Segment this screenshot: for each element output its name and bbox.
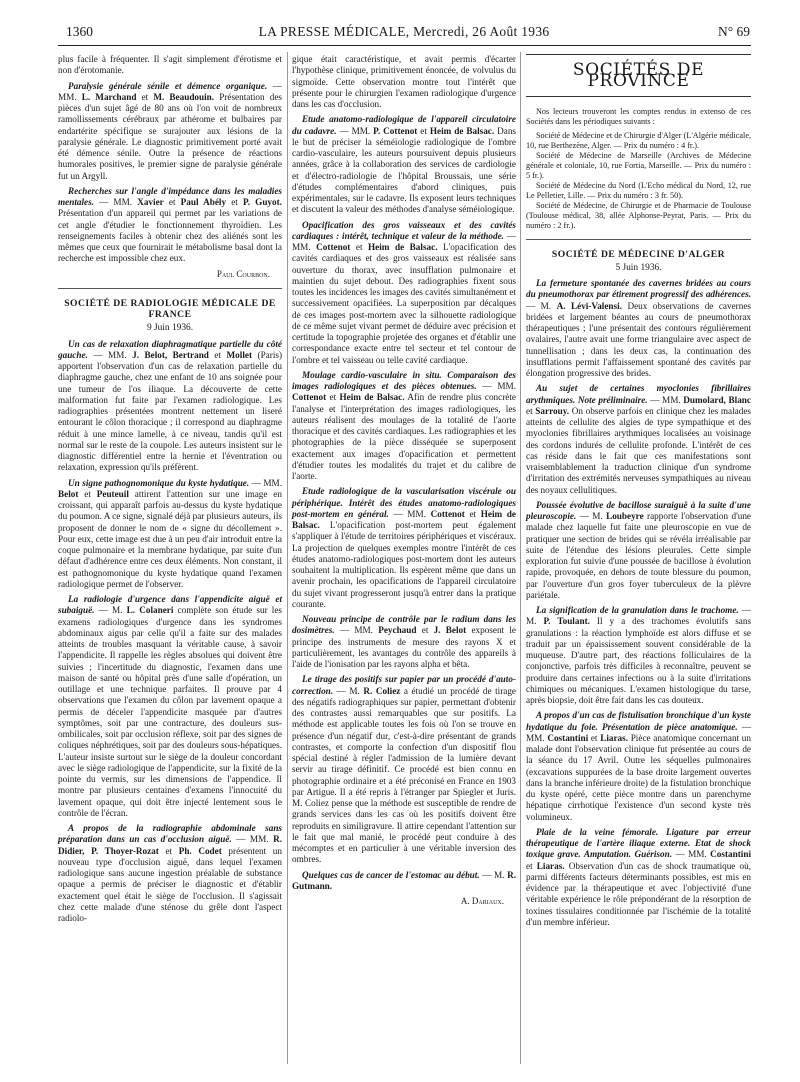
section-rule (526, 239, 751, 240)
abstract-authors: P. Cottenot (373, 125, 418, 136)
abstract: Poussée évolutive de bacillose suraiguë à la suite d'une pleuroscopie. — M. Loubeyre rapporte l'observation d'une malade chez laquelle fut faite une pleuroscopie en vue de pratiquer une section de brides qui se révéla irréalisable par suite de l'étendue des lésions pleurales. Cette simple exploration fut suivie d'une poussée de bacillose à évolution rapide, provoquée, en dehors de toute blessure du poumon, par l'ouverture d'un gros foyer tuberculeux de la plèvre pariétale. (526, 499, 751, 600)
abstract-text: complète son étude sur les examens radiologiques d'urgence dans les syndromes abdominaux aigus par celle qu'il a faite sur des malades atteints de troubles masquant la véritable cause, à savoir l'appendicite. Il rappelle les règles absolues qui doivent être suivies ; l'incertitude du diagnostic, l'examen dans une maison de santé ou hôpital près d'une salle d'opération, un outillage et une technique parfaites. Il prouve par 4 observations que l'examen du côlon par lavement opaque a permis de déceler l'appendicite masquée par d'autres symptômes, soit par une contracture, des douleurs sus-ombilicales, soit par occlusion réflexe, soit par des signes de coliques néphrétiques, soit par des douleurs sous-hépatiques. L'auteur insiste surtout sur le siège de la douleur concordant avec le siège radiologique de l'appendicite, sur la fixité de la pointe du vermis, sur les dimensions de l'appendice. Il montre par plusieurs centaines d'examens l'innocuité du lavement opaque, qui doit être injecté lentement sous le contrôle de l'écran. (58, 605, 282, 818)
abstract: Plaie de la veine fémorale. Ligature par erreur thérapeutique de l'artère iliaque externe. Etat de shock toxique grave. Amputation. Guérison. — MM. Costantini et Liaras. Observation d'un cas de shock traumatique où, parmi différents facteurs déterminants possibles, est mis en évidence par la thérapeutique et avec l'objectivité d'une véritable expérience le rôle prépondérant de la résorption de toxines tissulaires conditionnée par l'ischémie de la totalité d'un membre inférieur. (526, 826, 751, 927)
abstract-authors: L. Marchand (81, 91, 137, 102)
abstract-text: Il y a des trachomes évolutifs sans granulations : la réaction lymphoïde est alors diffuse et se traduit par un épaississement souvent considérable de la muqueuse. D'autre part, des réactions folliculaires de la conjonctive, parfois très difficiles à reconnaître, peuvent se produire dans certaines infections ou à la suite d'irritations chimiques ou mécaniques. L'examen histologique du tarse, après biopsie, doit être fait dans les cas douteux. (526, 616, 752, 705)
abstract-authors: R. Didier, P. Thoyer-Rozat (58, 834, 282, 856)
abstract-title: Moulage cardio-vasculaire in situ. Comparaison des images radiologiques et des pièces obtenues. (292, 369, 516, 391)
abstract-authors: Cottenot (292, 392, 327, 403)
abstract-text: Observation d'un cas de shock traumatique où, parmi différents facteurs déterminants possibles, est mis en évidence par la thérapeutique et avec l'objectivité d'une véritable expérience le rôle prépondérant de la résorption de toxines tissulaires conditionnée par l'ischémie de la totalité d'un membre inférieur. (526, 860, 751, 927)
signature: A. Dariaux. (460, 896, 504, 906)
abstract: Paralysie générale sénile et démence organique. — MM. L. Marchand et M. Beaudouin. Présentation des pièces d'un sujet âgé de 80 ans où l'on voit de nombreux ramollissements cérébraux par athérome et bulbaires par endartérite spécifique se surajouter aux lésions de la paralysie générale. Le diagnostic primitivement porté avait été démence sénile. Outre la présence de réactions humorales positives, le premier signe de paralysie générale fut un Argyll. (58, 80, 282, 181)
abstract-title: Paralysie générale sénile et démence organique. (68, 80, 268, 91)
abstract-title: Nouveau principe de contrôle par le radium dans les dosimètres. (292, 614, 516, 636)
section-date: 9 Juin 1936. (146, 323, 194, 334)
issue-number: N° 69 (717, 24, 750, 39)
abstract: A propos de la radiographie abdominale sans préparation dans un cas d'occlusion aiguë. — MM. R. Didier, P. Thoyer-Rozat et Ph. Codet présentent un nouveau type d'occlusion aiguë, dans lequel l'examen radiologique sans aucune ingestion préalable de substance opaque a permis de préciser le diagnostic et d'établir exactement quel était le siège de l'occlusion. Il s'agissait chez cette malade d'une sténose du grêle dont l'aspect radiolo- (58, 823, 282, 923)
abstract: Un signe pathognomonique du kyste hydatique. — MM. Belot et Peuteuil attirent l'attention sur une image en croissant, qui apparaît parfois au-dessus du kyste hydatique du poumon. A ce signe, signalé déjà par plusieurs auteurs, ils proposent de donner le nom de « signe du décollement ». Pour eux, cette image est due à un peu d'air introduit entre la coque pulmonaire et la membrane hydatique, par suite d'un défaut d'adhérence entre ces deux éléments. Non constant, il est pathognomonique du kyste hydatique quand l'examen radiologique permet de l'observer. (58, 477, 282, 589)
abstract-title: Plaie de la veine fémorale. Ligature par erreur thérapeutique de l'artère iliaque externe. Etat de shock toxique grave. Amputation. Guérison. (526, 826, 751, 860)
abstract-authors: Peychaud (378, 625, 417, 636)
abstract: Etude anatomo-radiologique de l'appareil circulatoire du cadavre. — MM. P. Cottenot et Heim de Balsac. Dans le but de préciser la séméiologie radiologique de l'ombre cardio-vasculaire, les auteurs poursuivent depuis plusieurs années, grâce à la collaboration des services de cardiologie et d'électro-radiologie de l'hôpital Broussais, une série d'études complémentaires d'abord cliniques, puis expérimentales, sur le cadavre. Ils exposent leurs techniques et discutent la valeur des méthodes d'analyse séméiologique. (292, 114, 516, 215)
abstract-authors: Cottenot (316, 242, 351, 252)
abstract-title: Etude anatomo-radiologique de l'appareil circulatoire du cadavre. (292, 114, 516, 136)
abstract: Au sujet de certaines myoclonies fibrillaires arythmiques. Note préliminaire. — MM. Dumolard, Blanc et Sarrouy. On observe parfois en clinique chez les malades atteints de cellulite des algies de type sympathique et des myoclonies fibrillaires arythmiques localisées au voisinage des cordons indurés de cellulite profonde. L'intérêt de ces cas réside dans le fait que ces manifestations sont vraisemblablement la traduction clinique d'un syndrome d'irritation des extrémités nerveuses sympathiques au niveau des noyaux cellulitiques. (526, 383, 752, 495)
journal-title: LA PRESSE MÉDICALE, Mercredi, 26 Août 1936 (258, 24, 550, 39)
abstract: Moulage cardio-vasculaire in situ. Comparaison des images radiologiques et des pièces obtenues. — MM. Cottenot et Heim de Balsac. Afin de rendre plus concrète l'analyse et l'interprétation des images radiologiques, les auteurs réalisent des moulages de la totalité de l'aorte thoracique et des cavités cardiaques. Les radiographies et les photographies de la pièce disséquée se superposent exactement aux images d'opacification et permettent d'étudier toutes les modalités du trajet et du calibre de l'aorte. (292, 369, 516, 481)
abstract-text: présentent un nouveau type d'occlusion aiguë, dans lequel l'examen radiologique sans aucune ingestion préalable de substance opaque a permis de préciser le diagnostic et d'établir exactement quel était le siège de l'occlusion. Il s'agissait chez cette malade d'une sténose du grêle dont l'aspect radiolo- (58, 845, 282, 923)
section-rule (58, 288, 282, 289)
abstract: La fermeture spontanée des cavernes bridées au cours du pneumothorax par étirement progressif des adhérences. — M. A. Lévi-Valensi. Deux observations de cavernes bridées et largement béantes au cours de pneumothorax thérapeutiques ; l'une présentait des contours régulièrement ovalaires, l'autre avait une forme triangulaire avec aspect de tunnellisation ; dans les deux cas, la continuation des insufflations permit l'affaissement spontané des cavités par élongation progressive des brides. (526, 278, 751, 378)
abstract-text: Deux observations de cavernes bridées et largement béantes au cours de pneumothorax thérapeutiques ; l'une présentait des contours régulièrement ovalaires, l'autre avait une forme triangulaire avec aspect de tunnellisation ; dans les deux cas, la continuation des insufflations permit l'affaissement spontané des cavités par élongation progressive des brides. (526, 300, 751, 378)
signature: Paul Courbon. (216, 268, 270, 279)
abstract-text: exposent le principe des instruments de mesure des rayons X et particulièrement, les avantages du contrôle des appareils à l'aide de l'ionisation par les rayons alpha et bêta. (292, 625, 516, 669)
abstract-title: Opacification des gros vaisseaux et des cavités cardiaques : intérêt, technique et valeur de la méthode. (292, 219, 516, 241)
abstract-text: rapporte l'observation d'une malade chez laquelle fut faite une pleuroscopie en vue de pratiquer une section de brides qui se révéla irréalisable par suite de l'étendue des lésions pleurales. Cette simple exploration fut suivie d'une poussée de bacillose à évolution rapide, provoquée, en dehors de toute blessure du poumon, par l'ouverture d'un gros foyer tuberculeux de la plèvre pariétale. (526, 511, 751, 600)
abstract-text: Présentation d'un appareil qui permet par les variations de cet angle d'étudier le fonctionnement thyroïdien. Les renseignements faciles à obtenir chez des aliénés sont les mêmes que ceux que fournirait le métabolisme basal dont la recherche est impossible chez eux. (58, 208, 282, 264)
abstract-authors: J. Belot, Bertrand (132, 349, 209, 360)
column-divider (287, 52, 288, 1064)
abstract-text: (Paris) apportent l'observation d'un cas de relaxation partielle du diaphragme gauche, chez une enfant de 10 ans soignée pour une tumeur de l'os iliaque. La découverte de cette malformation fut faite par l'examen radiologique. Les radiographies présentées montrent nettement un liseré entourant le côlon thoracique ; il correspond au diaphragme réduit à une mince lamelle, à ce niveau, tandis qu'il est normal sur le reste de la coupole. Les auteurs insistent sur le diagnostic différentiel entre la hernie et l'éventration ou relaxation, expression qu'ils préfèrent. (58, 349, 283, 473)
header-rule (58, 45, 751, 46)
abstract-title: La fermeture spontanée des cavernes bridées au cours du pneumothorax par étirement progressif des adhérences. (526, 278, 751, 300)
section-main-title: SOCIÉTÉS DE PROVINCE (572, 60, 705, 92)
abstract-title: La radiologie d'urgence dans l'appendicite aiguë et subaiguë. (58, 594, 282, 616)
abstract: La signification de la granulation dans le trachome. — M. P. Toulant. Il y a des trachomes évolutifs sans granulations : la réaction lymphoïde est alors diffuse et se traduit par un épaississement souvent considérable de la muqueuse. D'autre part, des réactions folliculaires de la conjonctive, parfois très difficiles à reconnaître, peuvent se produire dans certaines infections ou à la suite d'irritations chimiques ou mécaniques. L'examen histologique du tarse, après biopsie, doit être fait dans les cas douteux. (526, 605, 752, 705)
abstract-authors: Costantini (710, 849, 751, 860)
abstract-title: Un signe pathognomonique du kyste hydatique. (68, 477, 250, 488)
abstract-authors: A. Lévi-Valensi. (556, 300, 622, 311)
society-reference: Société de Médecine et de Chirurgie d'Alger (L'Algérie médicale, 10, rue Berthezène, Alger. — Prix du numéro : 4 fr.). (526, 130, 751, 150)
column-1 (58, 54, 282, 924)
abstract-authors: Costantini (547, 732, 589, 743)
abstract: Un cas de relaxation diaphragmatique partielle du côté gauche. — MM. J. Belot, Bertrand et Mollet (Paris) apportent l'observation d'un cas de relaxation partielle du diaphragme gauche, chez une enfant de 10 ans soignée pour une tumeur de l'os iliaque. La découverte de cette malformation fut faite par l'examen radiologique. Les radiographies présentées montrent nettement un liseré entourant le côlon thoracique ; il correspond au diaphragme réduit à une mince lamelle, à ce niveau, tandis qu'il est normal sur le reste de la coupole. Les auteurs insistent sur le diagnostic différentiel entre la hernie et l'éventration ou relaxation, expression qu'ils préfèrent. (58, 338, 283, 473)
abstract-text: Dans le but de préciser la séméiologie radiologique de l'ombre cardio-vasculaire, les auteurs poursuivent depuis plusieurs années, grâce à la collaboration des services de cardiologie et d'électro-radiologie de l'hôpital Broussais, une série d'études complémentaires d'abord cliniques, puis expérimentales, sur le cadavre. Ils exposent leurs techniques et discutent la valeur des méthodes d'analyse séméiologique. (292, 125, 516, 215)
abstract: Etude radiologique de la vascularisation viscérale ou périphérique. Intérêt des études anatomo-radiologiques post-mortem en général. — MM. Cottenot et Heim de Balsac. L'opacification post-mortem peut également s'appliquer à l'étude de territoires périphériques et viscéraux. La projection de quelques exemples montre l'intérêt de ces études anatomo-radiologiques post-mortem dont les auteurs souhaitent la multiplication. Ils espèrent même que dans un avenir prochain, les opacifications de l'appareil circulatoire du sujet vivant progresseront jusqu'à entrer dans la pratique courante. (292, 486, 516, 609)
abstract-text: Présentation des pièces d'un sujet âgé de 80 ans où l'on voit de nombreux ramollissements cérébraux par athérome et bulbaires par endartérite spécifique se surajouter aux lésions de la paralysie générale. Le diagnostic primitivement porté avait été démence sénile. Outre la présence de réactions humorales positives, le premier signe de paralysie générale fut un Argyll. (58, 91, 282, 181)
title-rule (526, 96, 751, 97)
abstract-title: Etude radiologique de la vascularisation viscérale ou périphérique. Intérêt des études anatomo-radiologiques post-mortem en général. (292, 486, 516, 519)
column-3 (526, 54, 751, 928)
abstract: A propos d'un cas de fistulisation bronchique d'un kyste hydatique du foie. Présentation de pièce anatomique. — MM. Costantini et Liaras. Pièce anatomique concernant un malade dont l'observation clinique fut présentée au cours de la séance du 17 Avril. Outre les séquelles pulmonaires (excavations suppurées de la base droite largement ouvertes dans la branche inférieure droite) de la fistulation bronchique du kyste opéré, cette pièce montre dans un parenchyme hépatique cirrhotique l'existence d'un second kyste très volumineux. (526, 710, 752, 822)
title-rule (526, 54, 751, 55)
abstract-text: Pièce anatomique concernant un malade dont l'observation clinique fut présentée au cours de la séance du 17 Avril. Outre les séquelles pulmonaires (excavations suppurées de la base droite largement ouvertes dans la branche inférieure droite) de la fistulation bronchique du kyste opéré, cette pièce montre dans un parenchyme hépatique cirrhotique l'existence d'un second kyste très volumineux. (526, 732, 752, 822)
abstract-text: L'opacification des cavités cardiaques et des gros vaisseaux est réalisée sans ouverture du thorax, avec insufflation pulmonaire et maintien du sujet debout. Des radiographies fixent sous toutes les incidences les images des cavités simultanément et successivement opacifiées. La superposition par décalques de ces images post-mortem avec la silhouette radiologique de ce même sujet vivant permet de déduire avec précision et certitude la topographie projetée des organes et d'établir une correspondance exacte entre tel secteur et tel contour de l'ombre et tel vaisseau ou telle cavité cardiaque. (292, 242, 517, 365)
abstract-authors: Xavier (137, 197, 164, 207)
abstract-title: Poussée évolutive de bacillose suraiguë à la suite d'une pleuroscopie. (526, 499, 751, 521)
abstract-authors: R. Coliez (363, 685, 401, 696)
abstract: La radiologie d'urgence dans l'appendicite aiguë et subaiguë. — M. L. Colaneri complète son étude sur les examens radiologiques d'urgence dans les syndromes abdominaux aigus par celle qu'il a faite sur des malades atteints de troubles masquant la véritable cause, à savoir l'appendicite. Il rappelle les règles absolues qui doivent être suivies ; l'incertitude du diagnostic, l'examen dans une maison de santé ou hôpital près d'une salle d'opération, un outillage et une technique parfaites. Il prouve par 4 observations que l'examen du côlon par lavement opaque a permis de déceler l'appendicite masquée par d'autres symptômes, soit par une contracture, des douleurs sus-ombilicales, soit par occlusion réflexe, soit par des signes de coliques néphrétiques, soit par des douleurs sous-hépatiques. L'auteur insiste surtout sur le siège de la douleur concordant avec le siège radiologique de l'appendicite, sur la fixité de la pointe du vermis, sur les dimensions de l'appendice. Il montre par plusieurs centaines d'examens l'innocuité du lavement opaque, qui doit être injecté lentement sous le contrôle de l'écran. (58, 594, 282, 818)
continued-text: gique était caractéristique, et avait permis d'écarter l'hypothèse clinique, primitivement énoncée, de volvulus du sigmoïde. Cette observation montre tout l'intérêt que présente pour le chirurgien l'examen radiologique d'urgence dans les cas d'occlusion. (292, 54, 516, 109)
abstract-authors: L. Colaneri (126, 605, 174, 616)
abstract-title: Quelques cas de cancer de l'estomac au début. (302, 869, 480, 880)
society-reference: Société de Médecine de Marseille (Archives de Médecine générale et coloniale, 10, rue Fortia, Marseille. — Prix du numéro : 5 fr.). (526, 150, 751, 180)
abstract-title: Le tirage des positifs sur papier par un procédé d'auto-correction. (292, 674, 516, 696)
abstract: Nouveau principe de contrôle par le radium dans les dosimètres. — MM. Peychaud et J. Belot exposent le principe des instruments de mesure des rayons X et particulièrement, les avantages du contrôle des appareils à l'aide de l'ionisation par les rayons alpha et bêta. (292, 614, 516, 669)
continued-text: plus facile à fréquenter. Il s'agit simplement d'érotisme et non d'érotomanie. (58, 54, 282, 76)
abstract-authors: Loubeyre (606, 511, 644, 521)
abstract-authors: P. Toulant. (543, 616, 590, 627)
society-reference: Société de Médecine du Nord (L'Echo médical du Nord, 12, rue Le Pelletier, Lille. — Prix du numéro : 3 fr. 50). (526, 180, 751, 200)
abstract-authors: Cottenot (430, 508, 465, 519)
abstract: Le tirage des positifs sur papier par un procédé d'auto-correction. — M. R. Coliez a étudié un procédé de tirage des négatifs radiographiques sur papier, permettant d'obtenir des contrastes aussi remarquables que sur positifs. La méthode est applicable toutes les fois où l'on se trouve en présence d'un négatif dur, c'est-à-dire présentant de grands contrastes, et comporte la confection d'un dispositif flou spécial destiné à régler l'admission de la lumière devant servir au tirage définitif. Ce procédé est bien connu en photographie ordinaire et a été préconisé en France en 1903 par Artigue. Il a été repris à l'étranger par Spiegler et Juris. M. Coliez pense que la méthode est susceptible de rendre de grands services dans les cas où les positifs doivent être reproduits en similigravure. Il attire cependant l'attention sur le fait que mal manié, le procédé peut conduire à des mécomptes et en particulier à une véritable inversion des ombres. (292, 674, 517, 865)
abstract-title: Recherches sur l'angle d'impédance dans les maladies mentales. (58, 185, 282, 207)
page-header (58, 22, 750, 42)
page-number: 1360 (66, 24, 93, 39)
abstract-text: On observe parfois en clinique chez les malades atteints de cellulite des algies de type sympathique et des myoclonies fibrillaires arythmiques localisées au voisinage des cordons indurés de cellulite profonde. L'intérêt de ces cas réside dans le fait que ces manifestations sont vraisemblablement la traduction clinique d'un syndrome d'irritation des extrémités nerveuses sympathiques au niveau des noyaux cellulitiques. (526, 405, 752, 495)
column-2 (292, 54, 516, 907)
section-date: 5 Juin 1936. (615, 262, 662, 273)
abstract-text: attirent l'attention sur une image en croissant, qui apparaît parfois au-dessus du kyste hydatique du poumon. A ce signe, signalé déjà par plusieurs auteurs, ils proposent de donner le nom de « signe du décollement ». Pour eux, cette image est due à un peu d'air introduit entre la coque pulmonaire et la membrane hydatique, par suite d'un défaut d'adhérence entre ces deux éléments. Non constant, il est pathognomonique du kyste hydatique quand l'examen radiologique permet de l'observer. (58, 488, 282, 589)
column-divider (520, 52, 521, 1064)
abstract-text: L'opacification post-mortem peut également s'appliquer à l'étude de territoires périphériques et viscéraux. La projection de quelques exemples montre l'intérêt de ces études anatomo-radiologiques post-mortem dont les auteurs souhaitent la multiplication. Ils espèrent même que dans un avenir prochain, les opacifications de l'appareil circulatoire du sujet vivant progresseront jusqu'à entrer dans la pratique courante. (292, 520, 516, 609)
abstract-title: La signification de la granulation dans le trachome. (536, 605, 739, 615)
abstract-authors: R. Gutmann. (292, 869, 516, 891)
abstract: Recherches sur l'angle d'impédance dans les maladies mentales. — MM. Xavier et Paul Abély et P. Guyot. Présentation d'un appareil qui permet par les variations de cet angle d'étudier le fonctionnement thyroïdien. Les renseignements faciles à obtenir chez des aliénés sont les mêmes que ceux que fournirait le métabolisme basal dont la recherche est impossible chez eux. (58, 185, 282, 264)
abstract-text: Afin de rendre plus concrète l'analyse et l'interprétation des images radiologiques, les auteurs réalisent des moulages de la totalité de l'aorte thoracique et des cavités cardiaques. Les radiographies et les photographies de la pièce disséquée se superposent exactement aux images d'opacification et permettent d'étudier toutes les modalités du trajet et du calibre de l'aorte. (292, 392, 516, 481)
abstract-authors: Belot (58, 488, 79, 499)
abstract-title: Au sujet de certaines myoclonies fibrillaires arythmiques. Note préliminaire. (526, 383, 751, 405)
abstract-title: A propos de la radiographie abdominale sans préparation dans un cas d'occlusion aiguë. (58, 823, 282, 845)
intro-note: Nos lecteurs trouveront les comptes rendus in extenso de ces Sociétés dans les périodiques suivants : (526, 106, 751, 126)
abstract-authors: Dumolard, Blanc (683, 394, 751, 405)
abstract-title: A propos d'un cas de fistulisation bronchique d'un kyste hydatique du foie. Présentation de pièce anatomique. (526, 710, 751, 732)
abstract: Opacification des gros vaisseaux et des cavités cardiaques : intérêt, technique et valeur de la méthode. — MM. Cottenot et Heim de Balsac. L'opacification des cavités cardiaques et des gros vaisseaux est réalisée sans ouverture du thorax, avec insufflation pulmonaire et maintien du sujet debout. Des radiographies fixent sous toutes les incidences les images des cavités simultanément et successivement opacifiées. La superposition par décalques de ces images post-mortem avec la silhouette radiologique de ce même sujet vivant permet de déduire avec précision et certitude la topographie projetée des organes et d'établir une correspondance exacte entre tel secteur et tel contour de l'ombre et tel vaisseau ou telle cavité cardiaque. (292, 219, 517, 365)
section-heading: SOCIÉTÉ DE MÉDECINE D'ALGER (551, 248, 726, 260)
section-heading: SOCIÉTÉ DE RADIOLOGIE MÉDICALE DE FRANCE (64, 297, 276, 320)
society-reference: Société de Médecine, de Chirurgie et de Pharmacie de Toulouse (Toulouse médical, 38, allée Alphonse-Peyrat, Paris. — Prix du numéro : 2 fr.). (526, 200, 751, 230)
abstract-title: Un cas de relaxation diaphragmatique partielle du côté gauche. (58, 338, 282, 360)
abstract-text: a étudié un procédé de tirage des négatifs radiographiques sur papier, permettant d'obtenir des contrastes aussi remarquables que sur positifs. La méthode est applicable toutes les fois où l'on se trouve en présence d'un négatif dur, c'est-à-dire présentant de grands contrastes, et comporte la confection d'un dispositif flou spécial destiné à régler l'admission de la lumière devant servir au tirage définitif. Ce procédé est bien connu en photographie ordinaire et a été préconisé en France en 1903 par Artigue. Il a été repris à l'étranger par Spiegler et Juris. M. Coliez pense que la méthode est susceptible de rendre de grands services dans les cas où les positifs doivent être reproduits en similigravure. Il attire cependant l'attention sur le fait que mal manié, le procédé peut conduire à des mécomptes et en particulier à une véritable inversion des ombres. (292, 685, 517, 865)
abstract: Quelques cas de cancer de l'estomac au début. — M. R. Gutmann. (292, 869, 516, 891)
